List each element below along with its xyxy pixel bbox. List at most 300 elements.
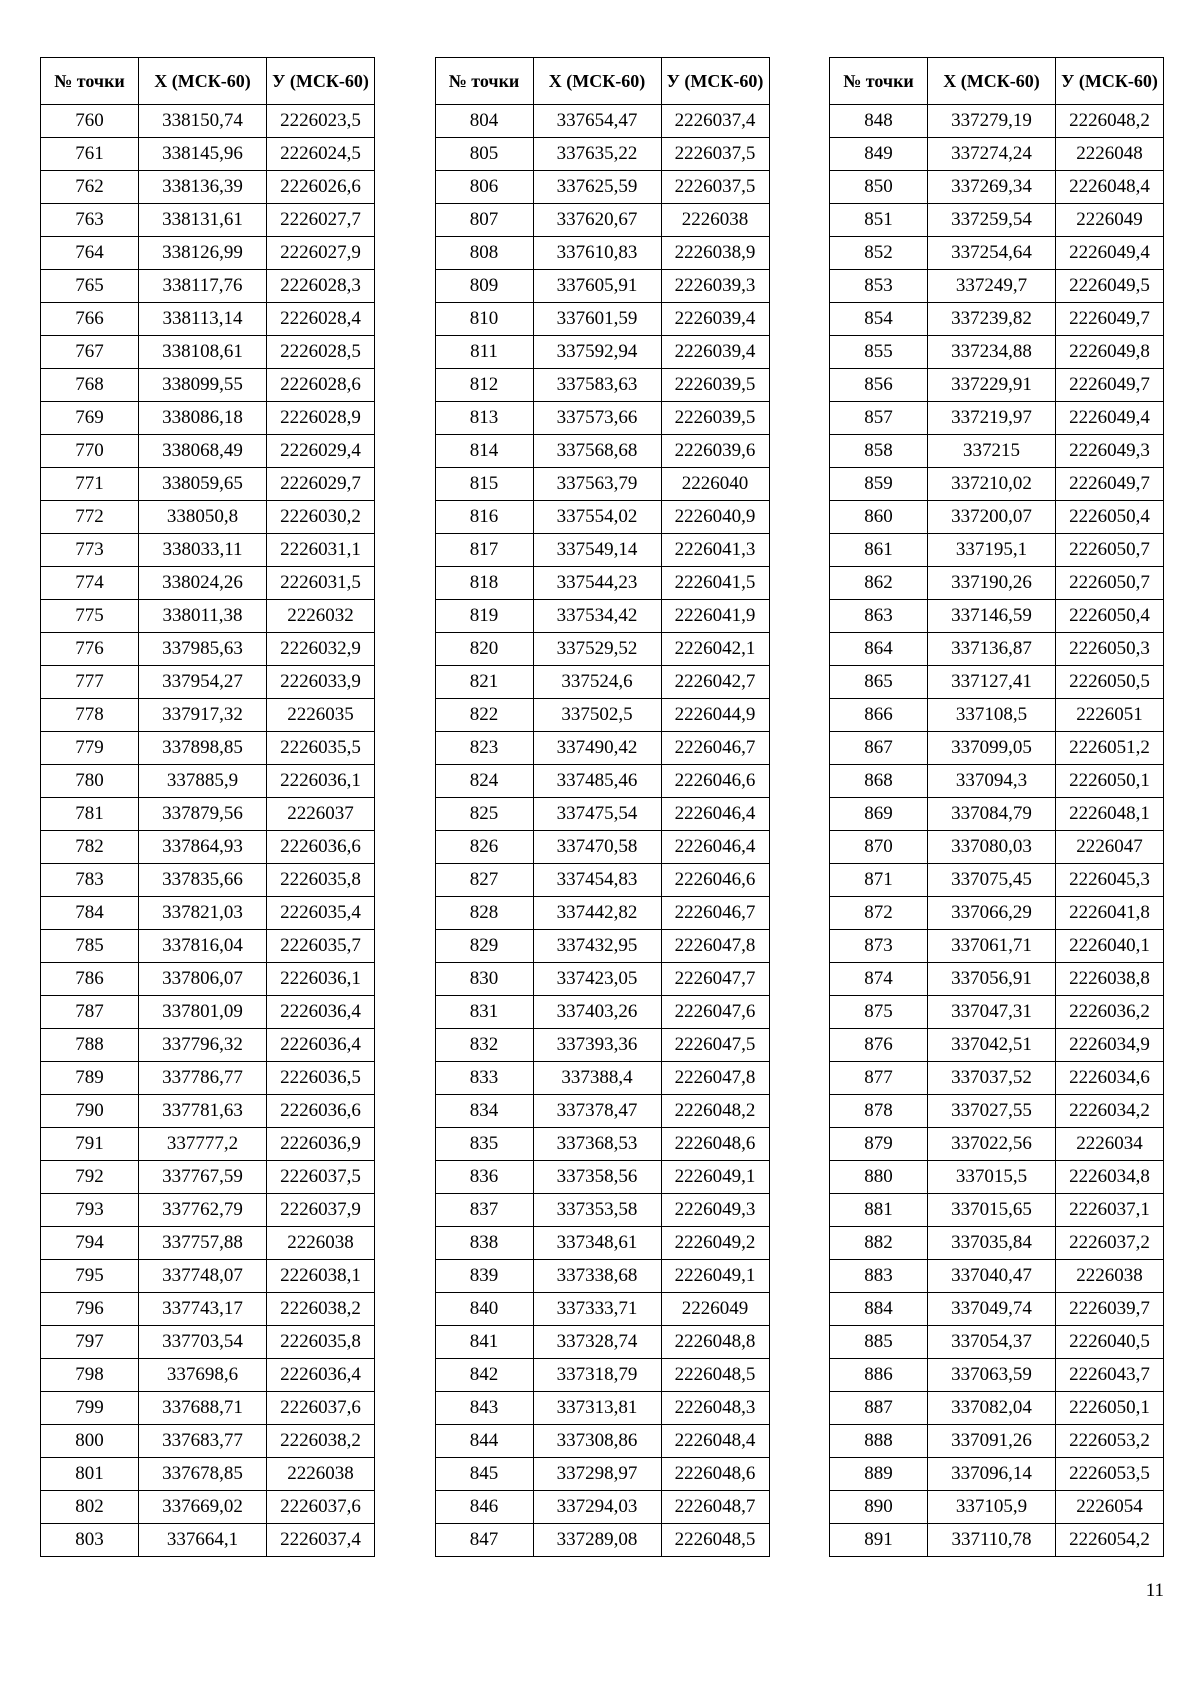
table-row (41, 864, 375, 897)
table-row (435, 171, 769, 204)
table-row (435, 1227, 769, 1260)
table-row (435, 699, 769, 732)
y-coordinate-cell: 2226048,4 (1056, 171, 1164, 204)
y-coordinate-cell: 2226038 (267, 1227, 375, 1260)
point-number-cell: 885 (830, 1326, 928, 1359)
y-coordinate-cell: 2226041,8 (1056, 897, 1164, 930)
table-row (435, 1425, 769, 1458)
point-number-cell: 794 (41, 1227, 139, 1260)
y-coordinate-cell: 2226048,2 (661, 1095, 769, 1128)
point-number-cell: 874 (830, 963, 928, 996)
point-number-cell: 864 (830, 633, 928, 666)
point-number-cell: 833 (435, 1062, 533, 1095)
x-coordinate-cell: 337249,7 (928, 270, 1056, 303)
table-row (435, 996, 769, 1029)
y-coordinate-cell: 2226049,7 (1056, 369, 1164, 402)
point-number-cell: 866 (830, 699, 928, 732)
y-coordinate-cell: 2226035,8 (267, 864, 375, 897)
y-coordinate-cell: 2226041,5 (661, 567, 769, 600)
y-coordinate-cell: 2226048,7 (661, 1491, 769, 1524)
point-number-cell: 822 (435, 699, 533, 732)
x-coordinate-cell: 337470,58 (533, 831, 661, 864)
x-coordinate-cell: 337601,59 (533, 303, 661, 336)
y-coordinate-cell: 2226046,4 (661, 798, 769, 831)
x-coordinate-cell: 337816,04 (139, 930, 267, 963)
table-row (830, 1491, 1164, 1524)
x-coordinate-cell: 337403,26 (533, 996, 661, 1029)
table-row (41, 1227, 375, 1260)
x-coordinate-cell: 337229,91 (928, 369, 1056, 402)
x-coordinate-cell: 337042,51 (928, 1029, 1056, 1062)
y-coordinate-cell: 2226034,2 (1056, 1095, 1164, 1128)
y-coordinate-cell: 2226038,2 (267, 1293, 375, 1326)
y-coordinate-cell: 2226028,5 (267, 336, 375, 369)
y-coordinate-cell: 2226034,9 (1056, 1029, 1164, 1062)
y-coordinate-cell: 2226045,3 (1056, 864, 1164, 897)
x-coordinate-cell: 337289,08 (533, 1524, 661, 1557)
x-coordinate-cell: 337015,5 (928, 1161, 1056, 1194)
table-row (830, 600, 1164, 633)
y-coordinate-cell: 2226047,6 (661, 996, 769, 1029)
table-row (830, 171, 1164, 204)
table-row (435, 1392, 769, 1425)
x-coordinate-cell: 337015,65 (928, 1194, 1056, 1227)
table-row (830, 138, 1164, 171)
x-coordinate-cell: 337091,26 (928, 1425, 1056, 1458)
y-coordinate-cell: 2226038,1 (267, 1260, 375, 1293)
y-coordinate-cell: 2226044,9 (661, 699, 769, 732)
table-row (830, 963, 1164, 996)
y-coordinate-cell: 2226028,6 (267, 369, 375, 402)
y-coordinate-cell: 2226050,7 (1056, 567, 1164, 600)
table-row (41, 1392, 375, 1425)
point-number-cell: 787 (41, 996, 139, 1029)
point-number-cell: 795 (41, 1260, 139, 1293)
x-coordinate-cell: 337475,54 (533, 798, 661, 831)
y-coordinate-cell: 2226042,1 (661, 633, 769, 666)
y-coordinate-cell: 2226037,5 (661, 171, 769, 204)
x-coordinate-cell: 338117,76 (139, 270, 267, 303)
x-coordinate-cell: 338145,96 (139, 138, 267, 171)
point-number-cell: 813 (435, 402, 533, 435)
y-coordinate-cell: 2226053,2 (1056, 1425, 1164, 1458)
y-coordinate-cell: 2226049,5 (1056, 270, 1164, 303)
point-number-cell: 828 (435, 897, 533, 930)
table-row (41, 270, 375, 303)
y-coordinate-cell: 2226034 (1056, 1128, 1164, 1161)
table-row (41, 930, 375, 963)
table-row (830, 105, 1164, 138)
point-number-cell: 760 (41, 105, 139, 138)
point-number-cell: 839 (435, 1260, 533, 1293)
point-number-cell: 808 (435, 237, 533, 270)
coordinate-table-1 (40, 57, 375, 1557)
x-coordinate-cell: 337573,66 (533, 402, 661, 435)
header-point-number: № точки (435, 58, 533, 105)
x-coordinate-cell: 338024,26 (139, 567, 267, 600)
table-row (435, 1458, 769, 1491)
y-coordinate-cell: 2226050,4 (1056, 501, 1164, 534)
x-coordinate-cell: 337094,3 (928, 765, 1056, 798)
table-row (435, 732, 769, 765)
x-coordinate-cell: 338113,14 (139, 303, 267, 336)
x-coordinate-cell: 337190,26 (928, 567, 1056, 600)
point-number-cell: 858 (830, 435, 928, 468)
x-coordinate-cell: 337678,85 (139, 1458, 267, 1491)
x-coordinate-cell: 338068,49 (139, 435, 267, 468)
x-coordinate-cell: 337027,55 (928, 1095, 1056, 1128)
y-coordinate-cell: 2226046,7 (661, 732, 769, 765)
x-coordinate-cell: 337328,74 (533, 1326, 661, 1359)
x-coordinate-cell: 337554,02 (533, 501, 661, 534)
table-row (435, 1293, 769, 1326)
x-coordinate-cell: 337610,83 (533, 237, 661, 270)
point-number-cell: 764 (41, 237, 139, 270)
point-number-cell: 853 (830, 270, 928, 303)
point-number-cell: 887 (830, 1392, 928, 1425)
x-coordinate-cell: 337592,94 (533, 336, 661, 369)
x-coordinate-cell: 337801,09 (139, 996, 267, 1029)
table-row (435, 864, 769, 897)
y-coordinate-cell: 2226050,5 (1056, 666, 1164, 699)
y-coordinate-cell: 2226035,8 (267, 1326, 375, 1359)
page-number: 11 (1145, 1580, 1164, 1601)
y-coordinate-cell: 2226038,8 (1056, 963, 1164, 996)
table-row (435, 270, 769, 303)
y-coordinate-cell: 2226043,7 (1056, 1359, 1164, 1392)
x-coordinate-cell: 337442,82 (533, 897, 661, 930)
x-coordinate-cell: 337056,91 (928, 963, 1056, 996)
point-number-cell: 890 (830, 1491, 928, 1524)
x-coordinate-cell: 337037,52 (928, 1062, 1056, 1095)
y-coordinate-cell: 2226036,4 (267, 1029, 375, 1062)
table-row (830, 204, 1164, 237)
table-row (41, 666, 375, 699)
x-coordinate-cell: 337885,9 (139, 765, 267, 798)
table-row (435, 600, 769, 633)
x-coordinate-cell: 337105,9 (928, 1491, 1056, 1524)
x-coordinate-cell: 338086,18 (139, 402, 267, 435)
table-row (41, 1326, 375, 1359)
point-number-cell: 877 (830, 1062, 928, 1095)
y-coordinate-cell: 2226040 (661, 468, 769, 501)
point-number-cell: 860 (830, 501, 928, 534)
point-number-cell: 871 (830, 864, 928, 897)
y-coordinate-cell: 2226046,7 (661, 897, 769, 930)
table-row (435, 1326, 769, 1359)
point-number-cell: 851 (830, 204, 928, 237)
x-coordinate-cell: 337625,59 (533, 171, 661, 204)
point-number-cell: 850 (830, 171, 928, 204)
table-row (41, 1062, 375, 1095)
point-number-cell: 838 (435, 1227, 533, 1260)
table-row (41, 534, 375, 567)
y-coordinate-cell: 2226048,2 (1056, 105, 1164, 138)
y-coordinate-cell: 2226041,9 (661, 600, 769, 633)
table-row (830, 864, 1164, 897)
y-coordinate-cell: 2226048,6 (661, 1458, 769, 1491)
y-coordinate-cell: 2226053,5 (1056, 1458, 1164, 1491)
point-number-cell: 891 (830, 1524, 928, 1557)
table-row (435, 831, 769, 864)
x-coordinate-cell: 337864,93 (139, 831, 267, 864)
table-row (435, 237, 769, 270)
table-row (830, 1392, 1164, 1425)
y-coordinate-cell: 2226049,1 (661, 1161, 769, 1194)
point-number-cell: 819 (435, 600, 533, 633)
table-row (435, 435, 769, 468)
point-number-cell: 800 (41, 1425, 139, 1458)
point-number-cell: 779 (41, 732, 139, 765)
x-coordinate-cell: 337654,47 (533, 105, 661, 138)
coordinate-tables (40, 57, 1164, 1557)
x-coordinate-cell: 337583,63 (533, 369, 661, 402)
x-coordinate-cell: 337259,54 (928, 204, 1056, 237)
point-number-cell: 775 (41, 600, 139, 633)
point-number-cell: 796 (41, 1293, 139, 1326)
point-number-cell: 829 (435, 930, 533, 963)
x-coordinate-cell: 337821,03 (139, 897, 267, 930)
x-coordinate-cell: 338050,8 (139, 501, 267, 534)
y-coordinate-cell: 2226037,4 (661, 105, 769, 138)
table-row (41, 1194, 375, 1227)
y-coordinate-cell: 2226036,6 (267, 831, 375, 864)
table-row (41, 897, 375, 930)
point-number-cell: 844 (435, 1425, 533, 1458)
header-point-number: № точки (41, 58, 139, 105)
x-coordinate-cell: 337743,17 (139, 1293, 267, 1326)
x-coordinate-cell: 337110,78 (928, 1524, 1056, 1557)
table-body (830, 105, 1164, 1557)
point-number-cell: 801 (41, 1458, 139, 1491)
table-row (435, 468, 769, 501)
y-coordinate-cell: 2226049,2 (661, 1227, 769, 1260)
y-coordinate-cell: 2226028,4 (267, 303, 375, 336)
table-row (830, 798, 1164, 831)
point-number-cell: 834 (435, 1095, 533, 1128)
x-coordinate-cell: 337485,46 (533, 765, 661, 798)
table-row (41, 435, 375, 468)
x-coordinate-cell: 337333,71 (533, 1293, 661, 1326)
point-number-cell: 841 (435, 1326, 533, 1359)
x-coordinate-cell: 337388,4 (533, 1062, 661, 1095)
x-coordinate-cell: 337318,79 (533, 1359, 661, 1392)
point-number-cell: 827 (435, 864, 533, 897)
point-number-cell: 811 (435, 336, 533, 369)
x-coordinate-cell: 337298,97 (533, 1458, 661, 1491)
table-row (830, 1161, 1164, 1194)
y-coordinate-cell: 2226046,6 (661, 864, 769, 897)
table-row (830, 897, 1164, 930)
table-row (830, 930, 1164, 963)
table-row (41, 699, 375, 732)
point-number-cell: 778 (41, 699, 139, 732)
header-y-coordinate: У (МСК-60) (267, 58, 375, 105)
point-number-cell: 856 (830, 369, 928, 402)
x-coordinate-cell: 337698,6 (139, 1359, 267, 1392)
header-row (830, 58, 1164, 105)
point-number-cell: 824 (435, 765, 533, 798)
table-row (435, 963, 769, 996)
point-number-cell: 802 (41, 1491, 139, 1524)
x-coordinate-cell: 337308,86 (533, 1425, 661, 1458)
x-coordinate-cell: 337099,05 (928, 732, 1056, 765)
y-coordinate-cell: 2226046,6 (661, 765, 769, 798)
point-number-cell: 821 (435, 666, 533, 699)
x-coordinate-cell: 337200,07 (928, 501, 1056, 534)
point-number-cell: 854 (830, 303, 928, 336)
y-coordinate-cell: 2226047,8 (661, 1062, 769, 1095)
table-row (435, 1359, 769, 1392)
table-row (830, 666, 1164, 699)
y-coordinate-cell: 2226048,5 (661, 1359, 769, 1392)
x-coordinate-cell: 338131,61 (139, 204, 267, 237)
table-row (41, 204, 375, 237)
point-number-cell: 857 (830, 402, 928, 435)
y-coordinate-cell: 2226036,9 (267, 1128, 375, 1161)
y-coordinate-cell: 2226049,3 (1056, 435, 1164, 468)
point-number-cell: 848 (830, 105, 928, 138)
y-coordinate-cell: 2226035,7 (267, 930, 375, 963)
x-coordinate-cell: 337254,64 (928, 237, 1056, 270)
y-coordinate-cell: 2226050,7 (1056, 534, 1164, 567)
table-row (435, 633, 769, 666)
table-row (830, 1062, 1164, 1095)
table-row (435, 798, 769, 831)
y-coordinate-cell: 2226039,4 (661, 336, 769, 369)
point-number-cell: 814 (435, 435, 533, 468)
table-row (41, 1095, 375, 1128)
x-coordinate-cell: 337534,42 (533, 600, 661, 633)
y-coordinate-cell: 2226027,9 (267, 237, 375, 270)
table-row (435, 501, 769, 534)
x-coordinate-cell: 337082,04 (928, 1392, 1056, 1425)
table-row (41, 402, 375, 435)
y-coordinate-cell: 2226050,1 (1056, 765, 1164, 798)
y-coordinate-cell: 2226034,8 (1056, 1161, 1164, 1194)
point-number-cell: 873 (830, 930, 928, 963)
table-row (435, 765, 769, 798)
y-coordinate-cell: 2226036,2 (1056, 996, 1164, 1029)
table-row (41, 963, 375, 996)
point-number-cell: 888 (830, 1425, 928, 1458)
x-coordinate-cell: 337786,77 (139, 1062, 267, 1095)
table-row (41, 1491, 375, 1524)
header-x-coordinate: X (МСК-60) (928, 58, 1056, 105)
y-coordinate-cell: 2226037,5 (661, 138, 769, 171)
x-coordinate-cell: 338150,74 (139, 105, 267, 138)
x-coordinate-cell: 337683,77 (139, 1425, 267, 1458)
table-row (830, 1260, 1164, 1293)
table-row (830, 237, 1164, 270)
point-number-cell: 879 (830, 1128, 928, 1161)
x-coordinate-cell: 337563,79 (533, 468, 661, 501)
table-body (435, 105, 769, 1557)
point-number-cell: 867 (830, 732, 928, 765)
y-coordinate-cell: 2226047,7 (661, 963, 769, 996)
x-coordinate-cell: 337215 (928, 435, 1056, 468)
table-body (41, 105, 375, 1557)
table-row (41, 1524, 375, 1557)
point-number-cell: 852 (830, 237, 928, 270)
point-number-cell: 865 (830, 666, 928, 699)
y-coordinate-cell: 2226037,1 (1056, 1194, 1164, 1227)
x-coordinate-cell: 337664,1 (139, 1524, 267, 1557)
table-row (435, 930, 769, 963)
point-number-cell: 763 (41, 204, 139, 237)
table-row (41, 1161, 375, 1194)
y-coordinate-cell: 2226037,6 (267, 1491, 375, 1524)
table-row (435, 1029, 769, 1062)
table-row (435, 1161, 769, 1194)
y-coordinate-cell: 2226038,2 (267, 1425, 375, 1458)
x-coordinate-cell: 337358,56 (533, 1161, 661, 1194)
y-coordinate-cell: 2226049,1 (661, 1260, 769, 1293)
header-y-coordinate: У (МСК-60) (1056, 58, 1164, 105)
header-row (435, 58, 769, 105)
x-coordinate-cell: 337703,54 (139, 1326, 267, 1359)
y-coordinate-cell: 2226024,5 (267, 138, 375, 171)
y-coordinate-cell: 2226051 (1056, 699, 1164, 732)
y-coordinate-cell: 2226041,3 (661, 534, 769, 567)
x-coordinate-cell: 337767,59 (139, 1161, 267, 1194)
table-row (435, 336, 769, 369)
x-coordinate-cell: 337529,52 (533, 633, 661, 666)
table-row (41, 1029, 375, 1062)
point-number-cell: 772 (41, 501, 139, 534)
y-coordinate-cell: 2226028,3 (267, 270, 375, 303)
point-number-cell: 765 (41, 270, 139, 303)
x-coordinate-cell: 337898,85 (139, 732, 267, 765)
y-coordinate-cell: 2226036,5 (267, 1062, 375, 1095)
point-number-cell: 872 (830, 897, 928, 930)
table-row (41, 171, 375, 204)
y-coordinate-cell: 2226040,9 (661, 501, 769, 534)
x-coordinate-cell: 337239,82 (928, 303, 1056, 336)
x-coordinate-cell: 337549,14 (533, 534, 661, 567)
x-coordinate-cell: 337127,41 (928, 666, 1056, 699)
table-row (435, 534, 769, 567)
x-coordinate-cell: 338126,99 (139, 237, 267, 270)
point-number-cell: 788 (41, 1029, 139, 1062)
table-row (41, 633, 375, 666)
x-coordinate-cell: 338136,39 (139, 171, 267, 204)
y-coordinate-cell: 2226037,5 (267, 1161, 375, 1194)
table-row (830, 1029, 1164, 1062)
table-row (435, 105, 769, 138)
y-coordinate-cell: 2226035,5 (267, 732, 375, 765)
x-coordinate-cell: 337524,6 (533, 666, 661, 699)
point-number-cell: 785 (41, 930, 139, 963)
table-row (41, 798, 375, 831)
y-coordinate-cell: 2226029,7 (267, 468, 375, 501)
y-coordinate-cell: 2226032 (267, 600, 375, 633)
x-coordinate-cell: 337757,88 (139, 1227, 267, 1260)
table-row (830, 435, 1164, 468)
point-number-cell: 792 (41, 1161, 139, 1194)
y-coordinate-cell: 2226036,4 (267, 996, 375, 1029)
point-number-cell: 782 (41, 831, 139, 864)
y-coordinate-cell: 2226039,5 (661, 402, 769, 435)
y-coordinate-cell: 2226039,4 (661, 303, 769, 336)
table-row (41, 765, 375, 798)
table-row (41, 831, 375, 864)
x-coordinate-cell: 337454,83 (533, 864, 661, 897)
y-coordinate-cell: 2226039,6 (661, 435, 769, 468)
point-number-cell: 849 (830, 138, 928, 171)
table-row (435, 1095, 769, 1128)
table-row (435, 1062, 769, 1095)
